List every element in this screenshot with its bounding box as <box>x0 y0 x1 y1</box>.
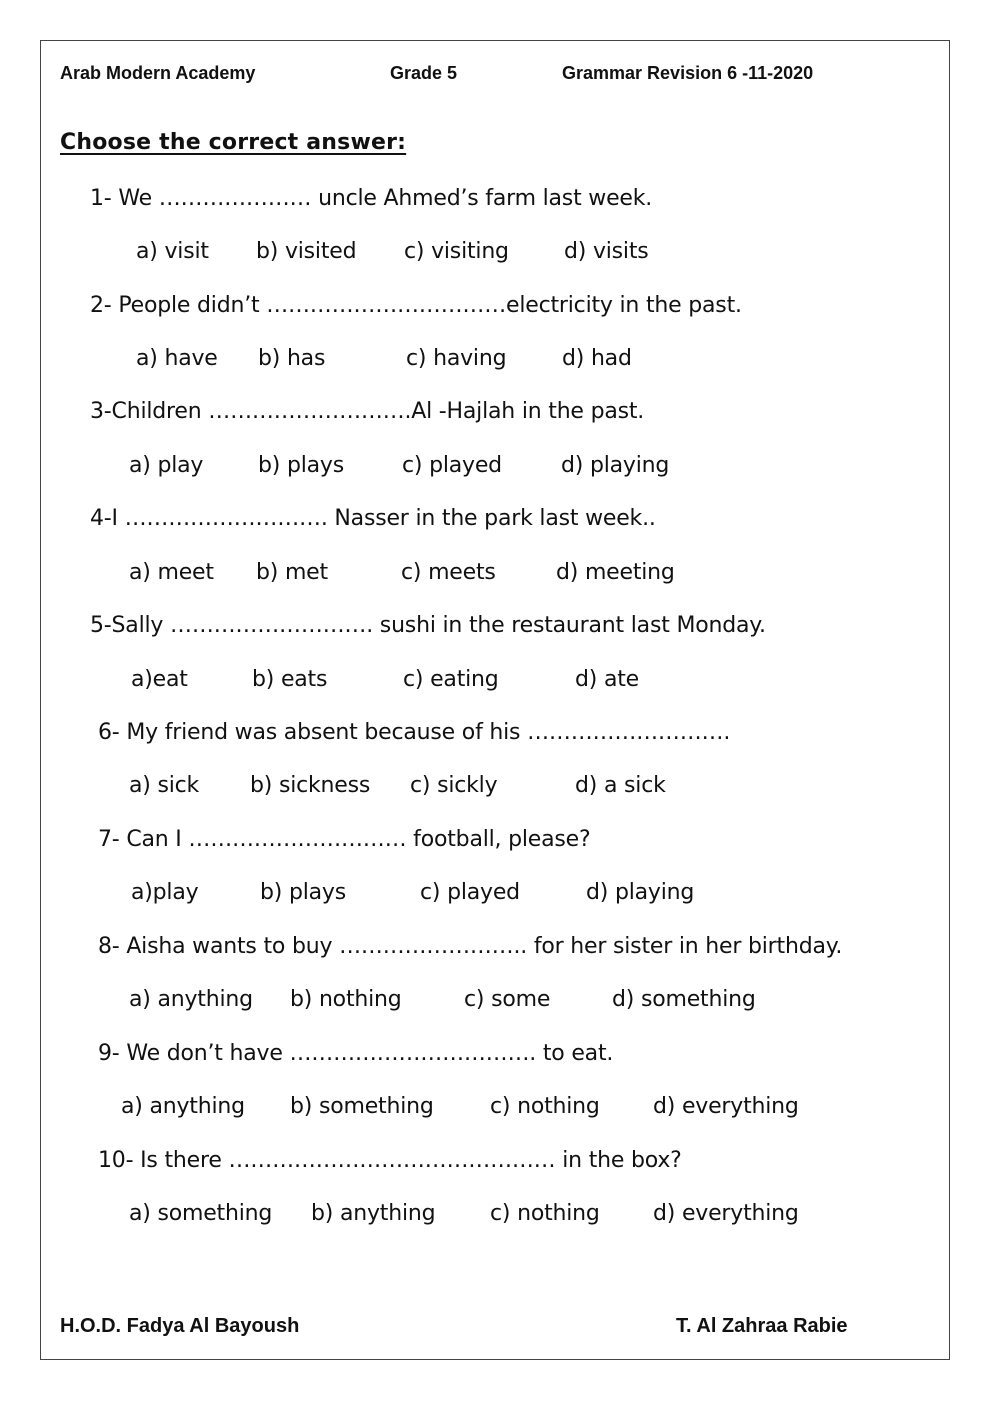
instruction-heading: Choose the correct answer: <box>60 130 407 155</box>
q7-option-a: a)play <box>131 880 199 905</box>
q5-option-c: c) eating <box>403 667 499 692</box>
q8-option-d: d) something <box>612 987 756 1012</box>
question-6: 6- My friend was absent because of his ………………………. <box>98 720 731 745</box>
q5-option-a: a)eat <box>131 667 188 692</box>
question-8: 8- Aisha wants to buy …………………….. for her sister in her birthday. <box>98 934 843 959</box>
q10-option-c: c) nothing <box>490 1201 600 1226</box>
q1-option-a: a) visit <box>136 239 209 264</box>
q1-option-d: d) visits <box>564 239 649 264</box>
worksheet-title: Grammar Revision 6 -11-2020 <box>562 63 814 83</box>
question-1: 1- We ………………… uncle Ahmed’s farm last week. <box>90 186 653 211</box>
question-3: 3-Children ……………………….Al -Hajlah in the past. <box>90 399 645 424</box>
q4-option-b: b) met <box>256 560 328 585</box>
q9-option-c: c) nothing <box>490 1094 600 1119</box>
q7-option-d: d) playing <box>586 880 695 905</box>
question-5: 5-Sally ………………………. sushi in the restaurant last Monday. <box>90 613 766 638</box>
q5-option-d: d) ate <box>575 667 639 692</box>
q10-option-d: d) everything <box>653 1201 799 1226</box>
q2-option-d: d) had <box>562 346 632 371</box>
q9-option-a: a) anything <box>121 1094 245 1119</box>
hod-signature-name: H.O.D. Fadya Al Bayoush <box>60 1315 300 1337</box>
q8-option-c: c) some <box>464 987 551 1012</box>
q5-option-b: b) eats <box>252 667 328 692</box>
q2-option-c: c) having <box>406 346 507 371</box>
question-4: 4-I ………………………. Nasser in the park last week.. <box>90 506 656 531</box>
question-9: 9- We don’t have ……………………………. to eat. <box>98 1041 614 1066</box>
q4-option-a: a) meet <box>129 560 214 585</box>
q7-option-b: b) plays <box>260 880 346 905</box>
q9-option-b: b) something <box>290 1094 434 1119</box>
q2-option-a: a) have <box>136 346 218 371</box>
q10-option-b: b) anything <box>311 1201 436 1226</box>
school-name: Arab Modern Academy <box>60 63 256 83</box>
q8-option-b: b) nothing <box>290 987 402 1012</box>
q4-option-d: d) meeting <box>556 560 675 585</box>
q4-option-c: c) meets <box>401 560 496 585</box>
q1-option-c: c) visiting <box>404 239 509 264</box>
q10-option-a: a) something <box>129 1201 273 1226</box>
q2-option-b: b) has <box>258 346 326 371</box>
q3-option-a: a) play <box>129 453 204 478</box>
q6-option-d: d) a sick <box>575 773 666 798</box>
grade-label: Grade 5 <box>390 63 458 83</box>
q6-option-b: b) sickness <box>250 773 371 798</box>
q6-option-a: a) sick <box>129 773 200 798</box>
q3-option-b: b) plays <box>258 453 344 478</box>
q3-option-c: c) played <box>402 453 502 478</box>
question-10: 10- Is there ……………………………………… in the box? <box>98 1148 682 1173</box>
teacher-name: T. Al Zahraa Rabie <box>676 1315 848 1337</box>
q6-option-c: c) sickly <box>410 773 498 798</box>
q1-option-b: b) visited <box>256 239 357 264</box>
q7-option-c: c) played <box>420 880 520 905</box>
q9-option-d: d) everything <box>653 1094 799 1119</box>
q8-option-a: a) anything <box>129 987 253 1012</box>
question-2: 2- People didn’t ……………………………electricity in the past. <box>90 293 742 318</box>
question-7: 7- Can I ………………………… football, please? <box>98 827 591 852</box>
q3-option-d: d) playing <box>561 453 670 478</box>
